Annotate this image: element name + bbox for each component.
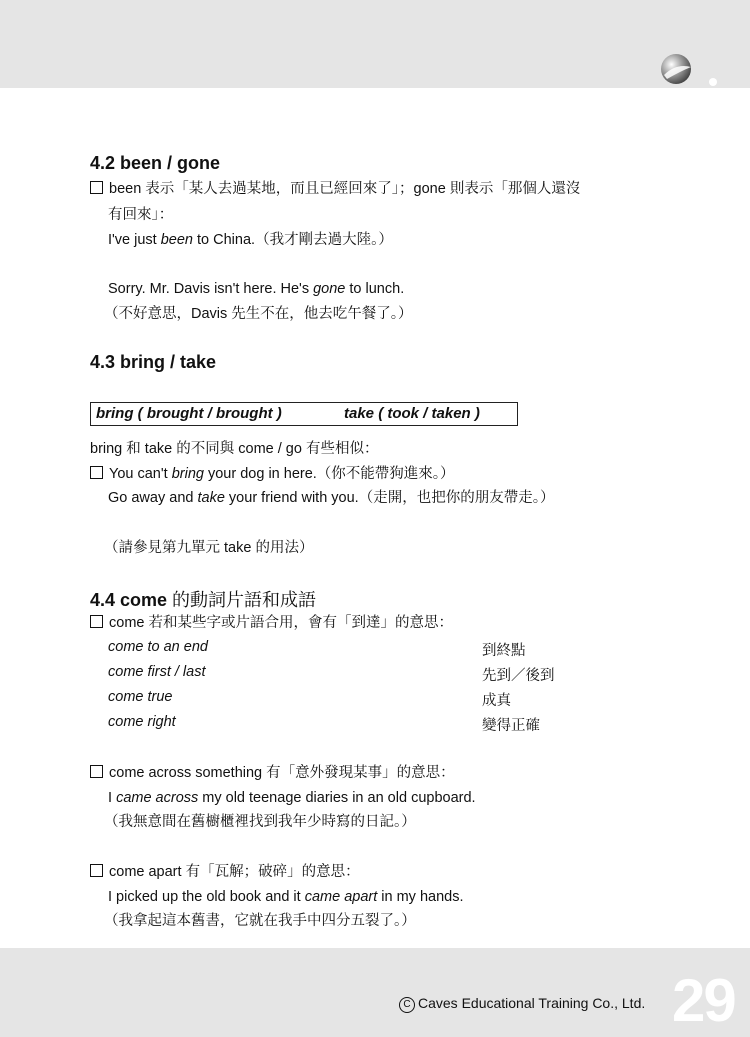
copyright-line: C Caves Educational Training Co., Ltd.	[399, 995, 645, 1013]
checkbox-bullet-icon	[90, 765, 103, 778]
bring-forms: bring ( brought / brought )	[96, 405, 282, 422]
section-4-2-heading: 4.2 been / gone	[90, 153, 221, 173]
phrase-meaning: 變得正確	[482, 718, 540, 734]
globe-logo-icon	[659, 53, 719, 87]
sec43-note: （請參見第九單元 take 的用法）	[104, 540, 314, 556]
come-across-intro: come across something 有「意外發現某事」的意思：	[90, 764, 455, 782]
checkbox-bullet-icon	[90, 181, 103, 194]
section-4-4-heading: 4.4 come 的動詞片語和成語	[90, 590, 317, 610]
sec42-example-1: I've just been to China.（我才剛去過大陸。）	[108, 232, 393, 248]
sec44-intro: come 若和某些字或片語合用，會有「到達」的意思：	[90, 614, 453, 632]
come-apart-translation: （我拿起這本舊書，它就在我手中四分五裂了。）	[104, 913, 416, 929]
sec42-definition-line1: been 表示「某人去過某地，而且已經回來了」；gone 則表示「那個人還沒	[90, 180, 580, 198]
phrase-meaning: 先到／後到	[482, 668, 555, 684]
copyright-icon: C	[399, 997, 415, 1013]
take-forms: take ( took / taken )	[344, 405, 480, 422]
checkbox-bullet-icon	[90, 615, 103, 628]
come-apart-intro: come apart 有「瓦解；破碎」的意思：	[90, 863, 360, 881]
footer-band	[0, 948, 750, 1037]
phrase-item: come to an end	[108, 639, 208, 655]
come-across-example: I came across my old teenage diaries in an old cupboard.	[108, 790, 476, 806]
checkbox-bullet-icon	[90, 466, 103, 479]
sec43-example-2: Go away and take your friend with you.（走開，也把你的朋友帶走。）	[108, 490, 555, 506]
come-across-translation: （我無意間在舊櫥櫃裡找到我年少時寫的日記。）	[104, 814, 416, 830]
page-number: 29	[672, 967, 735, 1034]
phrase-item: come right	[108, 714, 176, 730]
sec42-example-2: Sorry. Mr. Davis isn't here. He's gone to lunch.	[108, 281, 405, 297]
sec43-intro: bring 和 take 的不同與 come / go 有些相似：	[90, 441, 379, 457]
sec43-example-1: You can't bring your dog in here.（你不能帶狗進來。）	[90, 465, 455, 483]
phrase-item: come true	[108, 689, 173, 705]
phrase-meaning: 到終點	[482, 643, 526, 659]
section-4-3-heading: 4.3 bring / take	[90, 352, 217, 372]
header-band	[0, 0, 750, 88]
checkbox-bullet-icon	[90, 864, 103, 877]
come-apart-example: I picked up the old book and it came apart in my hands.	[108, 889, 464, 905]
verb-forms-box	[90, 402, 518, 426]
sec42-example-2-translation: （不好意思，Davis 先生不在，他去吃午餐了。）	[104, 306, 413, 322]
sec42-definition-line2: 有回來」：	[108, 207, 174, 223]
phrase-meaning: 成真	[482, 693, 511, 709]
phrase-item: come first / last	[108, 664, 206, 680]
